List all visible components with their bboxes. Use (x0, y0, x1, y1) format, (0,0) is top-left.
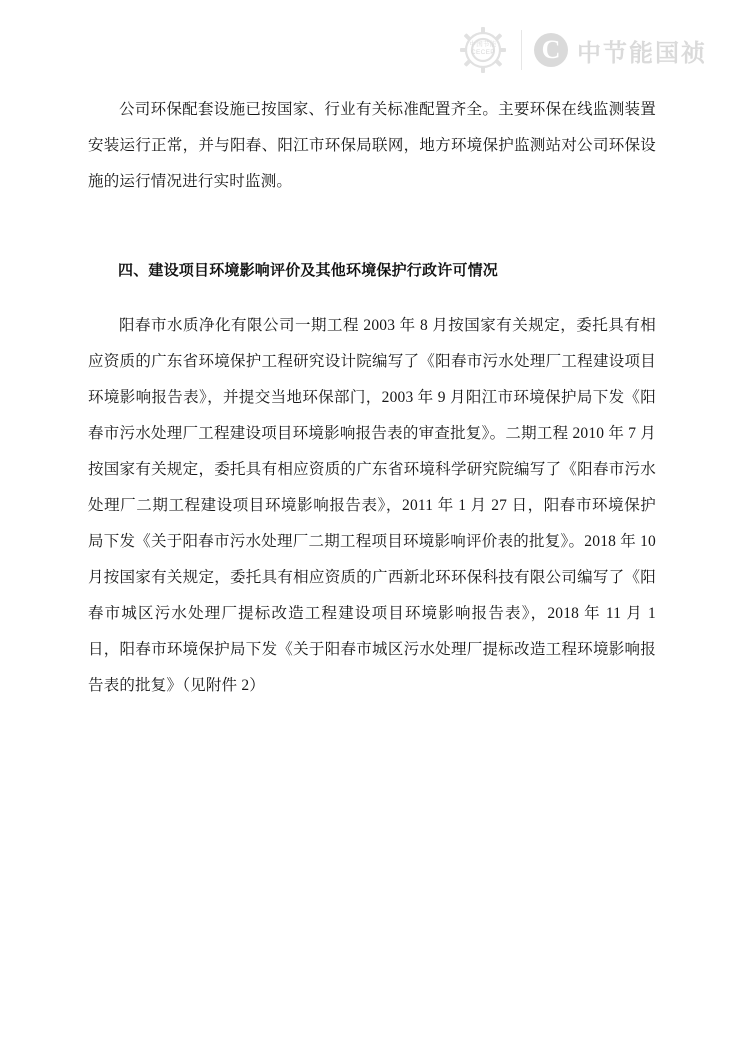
logo-mark-caption (457, 41, 509, 57)
document-body (88, 92, 656, 704)
section-heading: 四、建设项目环境影响评价及其他环境保护行政许可情况 (118, 262, 499, 279)
logo-caption-line1: 中国节能 (469, 41, 497, 48)
paragraph-section-body: 阳春市水质净化有限公司一期工程 2003 年 8 月按国家有关规定，委托具有相应资质的广东省环境保护工程研究设计院编写了《阳春市污水处理厂工程建设项目环境影响报告表》，并提交当地环保部门，2003 年 9 月阳江市环境保护局下发《阳春市污水处理厂工程建设项目环境影响报告表的审查批复》。二期工程 2010 年 7 月按国家有关规定，委托具有相应资质的广东省环境科学研究院编写了《阳春市污水处理厂二期工程建设项目环境影响报告表》，2011 年 1 月 27 日，阳春市环境保护局下发《关于阳春市污水处理厂二期工程项目环境影响评价表的批复》。2018 年 10 月按国家有关规定，委托具有相应资质的广西新北环环保科技有限公司编写了《阳春市城区污水处理厂提标改造工程建设项目环境影响报告表》，2018 年 11 月 1 日，阳春市环境保护局下发《关于阳春市城区污水处理厂提标改造工程环境影响报告表的批复》（见附件 2） (88, 317, 656, 694)
gear-icon (457, 24, 509, 76)
logo-brand-text: 中节能国祯 (577, 39, 707, 67)
company-logo (457, 24, 707, 76)
spacer-before-heading (88, 200, 656, 254)
paragraph-intro: 公司环保配套设施已按国家、行业有关标准配置齐全。主要环保在线监测装置安装运行正常，并与阳春、阳江市环保局联网，地方环境保护监测站对公司环保设施的运行情况进行实时监测。 (88, 101, 656, 190)
logo-caption-line2: CECEP (471, 49, 495, 56)
logo-badge-letter: C (534, 33, 568, 67)
logo-divider (521, 30, 522, 70)
spacer-after-heading (88, 288, 656, 308)
